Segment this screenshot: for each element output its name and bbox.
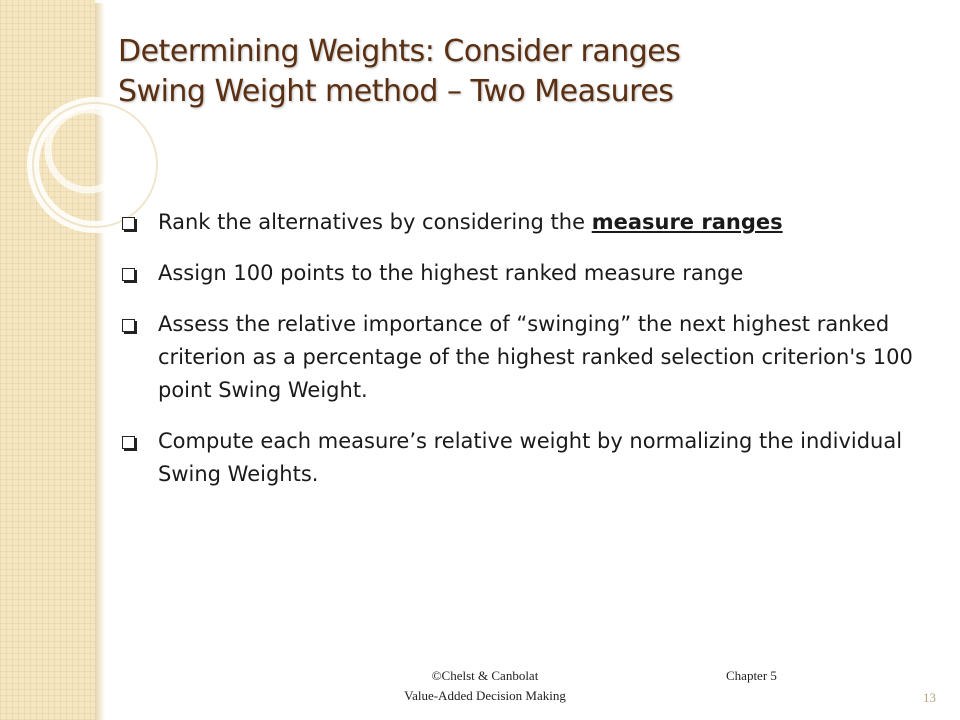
- page-number: 13: [923, 690, 936, 705]
- slide-title: [118, 32, 938, 112]
- bullet-item: [118, 425, 938, 491]
- bullet-item: [118, 206, 938, 239]
- slide-title-line-1: Determining Weights: Consider ranges: [118, 34, 681, 69]
- footer-book-title: Value-Added Decision Making: [404, 688, 566, 703]
- bullet-list: [118, 206, 938, 509]
- bullet-text: Rank the alternatives by considering the: [158, 210, 592, 234]
- checkbox-bullet-icon: [122, 319, 135, 332]
- footer-credits: [355, 666, 615, 706]
- bullet-emphasis: measure ranges: [591, 210, 783, 234]
- bullet-text: Compute each measure’s relative weight by normalizing the individual Swing Weights.: [158, 429, 903, 486]
- bullet-item: [118, 257, 938, 290]
- checkbox-bullet-icon: [122, 436, 135, 449]
- checkbox-bullet-icon: [122, 268, 135, 281]
- footer-copyright: ©Chelst & Canbolat: [431, 668, 539, 683]
- footer-chapter: Chapter 5: [726, 668, 777, 683]
- bullet-text: Assess the relative importance of “swinging” the next highest ranked criterion as a percentage of the highest ranked selection criterion's 100 point Swing Weight.: [158, 312, 913, 402]
- checkbox-bullet-icon: [122, 217, 135, 230]
- bullet-text: Assign 100 points to the highest ranked measure range: [158, 261, 744, 285]
- slide-title-line-2: Swing Weight method – Two Measures: [118, 74, 674, 109]
- bullet-item: [118, 308, 938, 407]
